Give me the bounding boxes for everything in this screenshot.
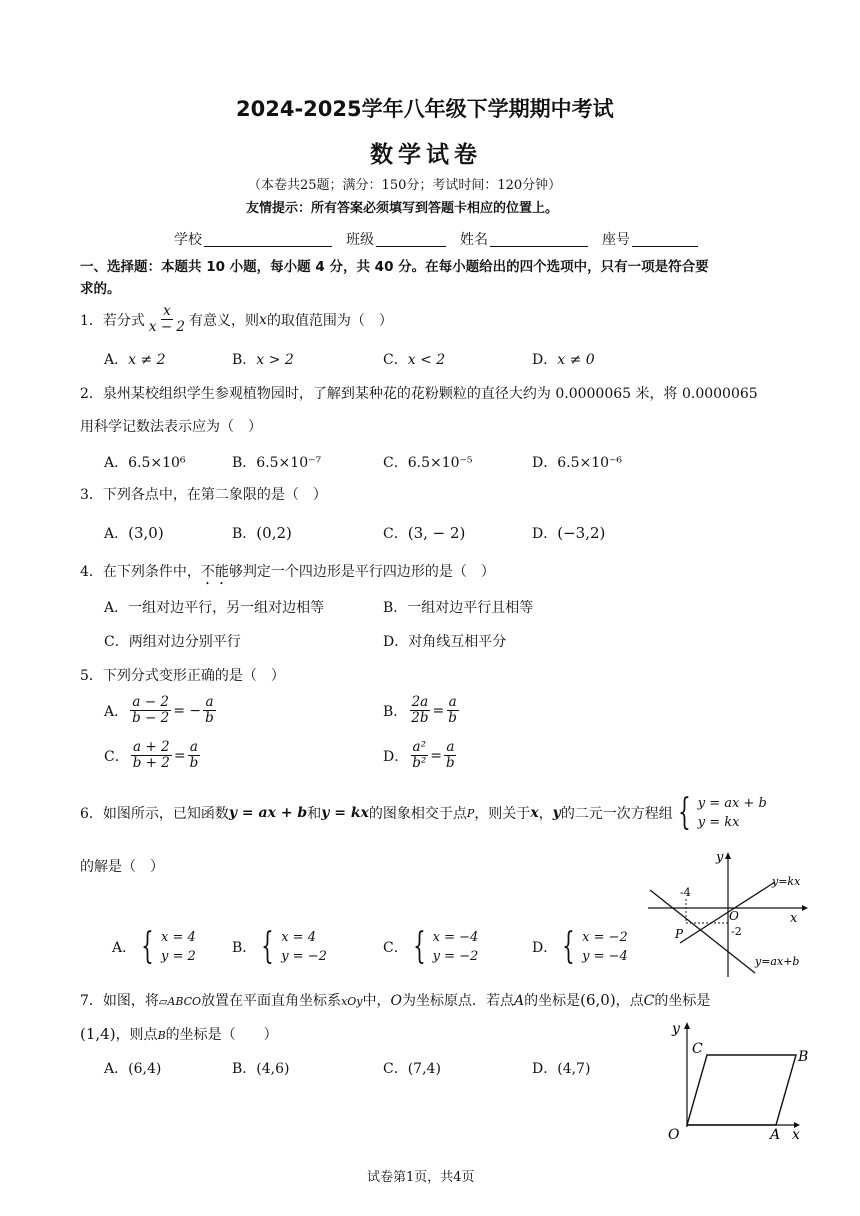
q7-option-d[interactable]: D．(4,7) (532, 1061, 591, 1077)
q6-equation-system: { y = ax + b y = kx (677, 792, 767, 833)
q1-fraction: $\frac{x}{x - 2}$ (148, 303, 186, 335)
q1-option-a[interactable]: A．x ≠ 2 (104, 352, 166, 368)
q7-fig-origin: O (668, 1127, 680, 1143)
q6-function-graph (640, 845, 815, 980)
q7-y-arrow (684, 1022, 690, 1029)
school-label: 学校 (174, 232, 202, 248)
q4-option-b[interactable]: B．一组对边平行且相等 (383, 600, 534, 616)
q6-y-arrow (725, 852, 731, 859)
section1-heading-line1: 一、选择题：本题共 10 小题，每小题 4 分，共 40 分。在每小题给出的四个选项中，只有一项是符合要 (80, 259, 709, 275)
q6-fig-origin: O (729, 909, 739, 923)
q6-option-c[interactable]: C． { x = −4 y = −2 (383, 926, 479, 967)
q5-option-d[interactable]: D． $\frac{\text{a²}}{\text{b²}}$ = $\frac{a}{b}$ (383, 739, 455, 771)
q2-stem-line1: 2．泉州某校组织学生参观植物园时，了解到某种花的花粉颗粒的直径大约为 0.0000065 米，将 0.0000065 (80, 386, 758, 402)
q5-stem: 5．下列分式变形正确的是（ ） (80, 668, 285, 684)
q6-stem: 6．如图所示，已知函数 y = ax + b 和 y = kx 的图象相交于点 P ，则关于 x ， y 的二元一次方程组 { y = ax + b y = kx (80, 792, 767, 833)
q5-option-a[interactable]: A． $\frac{a - 2}{b - 2}$ = − $\frac{a}{b}$ (104, 694, 214, 726)
q2-option-d[interactable]: D．6.5×10⁻⁶ (532, 455, 623, 471)
q4-option-d[interactable]: D．对角线互相平分 (383, 634, 507, 650)
q3-option-c[interactable]: C．(3, − 2) (383, 524, 466, 542)
q7-fig-c: C (692, 1041, 703, 1057)
q7-fig-a: A (770, 1127, 781, 1143)
q7-stem-line2: (1,4)，则点B的坐标是（ ） (80, 1025, 278, 1043)
q1-option-d[interactable]: D．x ≠ 0 (532, 352, 595, 368)
q6-option-b[interactable]: B． { x = 4 y = −2 (232, 926, 327, 967)
seat-blank[interactable] (632, 232, 698, 247)
q7-option-b[interactable]: B．(4,6) (232, 1061, 290, 1077)
q6-fig-p: P (675, 927, 684, 941)
q6-stem-line2: 的解是（ ） (80, 859, 164, 875)
q3-option-d[interactable]: D．(−3,2) (532, 524, 606, 542)
name-label: 姓名 (460, 232, 488, 248)
q2-option-c[interactable]: C．6.5×10⁻⁵ (383, 455, 473, 471)
q2-stem-line2: 用科学记数法表示应为（ ） (80, 419, 262, 435)
section1-heading-line2: 求的。 (80, 281, 121, 297)
info-fields (174, 229, 712, 249)
q7-option-a[interactable]: A．(6,4) (104, 1061, 162, 1077)
seat-label: 座号 (602, 232, 630, 248)
exam-subtitle: 数学试卷 (370, 142, 482, 168)
name-blank[interactable] (490, 232, 588, 247)
q5-option-c[interactable]: C． $\frac{a + 2}{b + 2}$ = $\frac{a}{b}$ (104, 739, 199, 771)
q1-option-c[interactable]: C．x < 2 (383, 352, 446, 368)
class-blank[interactable] (376, 232, 446, 247)
q2-option-a[interactable]: A．6.5×10⁶ (104, 455, 186, 471)
exam-note: （本卷共25题；满分：150分；考试时间：120分钟） (248, 178, 562, 193)
q4-option-c[interactable]: C．两组对边分别平行 (104, 634, 241, 650)
exam-title: 2024-2025学年八年级下学期期中考试 (236, 97, 614, 121)
q7-parallelogram (687, 1055, 796, 1125)
q6-fig-x-label: x (790, 911, 798, 926)
q7-fig-y-label: y (672, 1021, 680, 1037)
q4-stem: 4．在下列条件中，不能够判定一个四边形是平行四边形的是（ ） (80, 564, 495, 580)
page-footer: 试卷第1页，共4页 (367, 1170, 475, 1185)
q6-fig-minus2: -2 (731, 925, 742, 938)
q6-fig-minus4: -4 (680, 886, 691, 899)
q7-fig-x-label: x (792, 1127, 800, 1143)
q4-option-a[interactable]: A．一组对边平行，另一组对边相等 (104, 600, 325, 616)
q6-fig-y-label: y (716, 850, 724, 865)
q2-option-b[interactable]: B．6.5×10⁻⁷ (232, 455, 322, 471)
q6-option-d[interactable]: D． { x = −2 y = −4 (532, 926, 628, 967)
q3-stem: 3．下列各点中，在第二象限的是（ ） (80, 487, 327, 503)
q7-option-c[interactable]: C．(7,4) (383, 1061, 441, 1077)
q1-stem: 1．若分式 $\frac{x}{x - 2}$ 有意义，则 x 的取值范围为（ ） (80, 303, 393, 335)
q6-fig-yaxb: y=ax+b (755, 955, 800, 968)
q5-option-b[interactable]: B． $\frac{2a}{2b}$ = $\frac{a}{b}$ (383, 694, 457, 726)
q3-option-b[interactable]: B．(0,2) (232, 524, 292, 542)
q6-fig-ykx: y=kx (772, 875, 801, 888)
q7-parallelogram-figure (660, 1015, 810, 1145)
exam-tip: 友情提示：所有答案必须填写到答题卡相应的位置上。 (246, 201, 559, 216)
q3-option-a[interactable]: A．(3,0) (104, 524, 164, 542)
q7-stem-line1: 7．如图，将▱ABCO放置在平面直角坐标系xOy中，O为坐标原点．若点A的坐标是(6,0)，点C的坐标是 (80, 991, 711, 1009)
class-label: 班级 (346, 232, 374, 248)
q1-option-b[interactable]: B．x > 2 (232, 352, 294, 368)
q6-option-a[interactable]: A． { x = 4 y = 2 (112, 926, 196, 967)
school-blank[interactable] (204, 232, 332, 247)
q7-fig-b: B (798, 1049, 809, 1065)
q6-x-arrow (802, 905, 808, 911)
